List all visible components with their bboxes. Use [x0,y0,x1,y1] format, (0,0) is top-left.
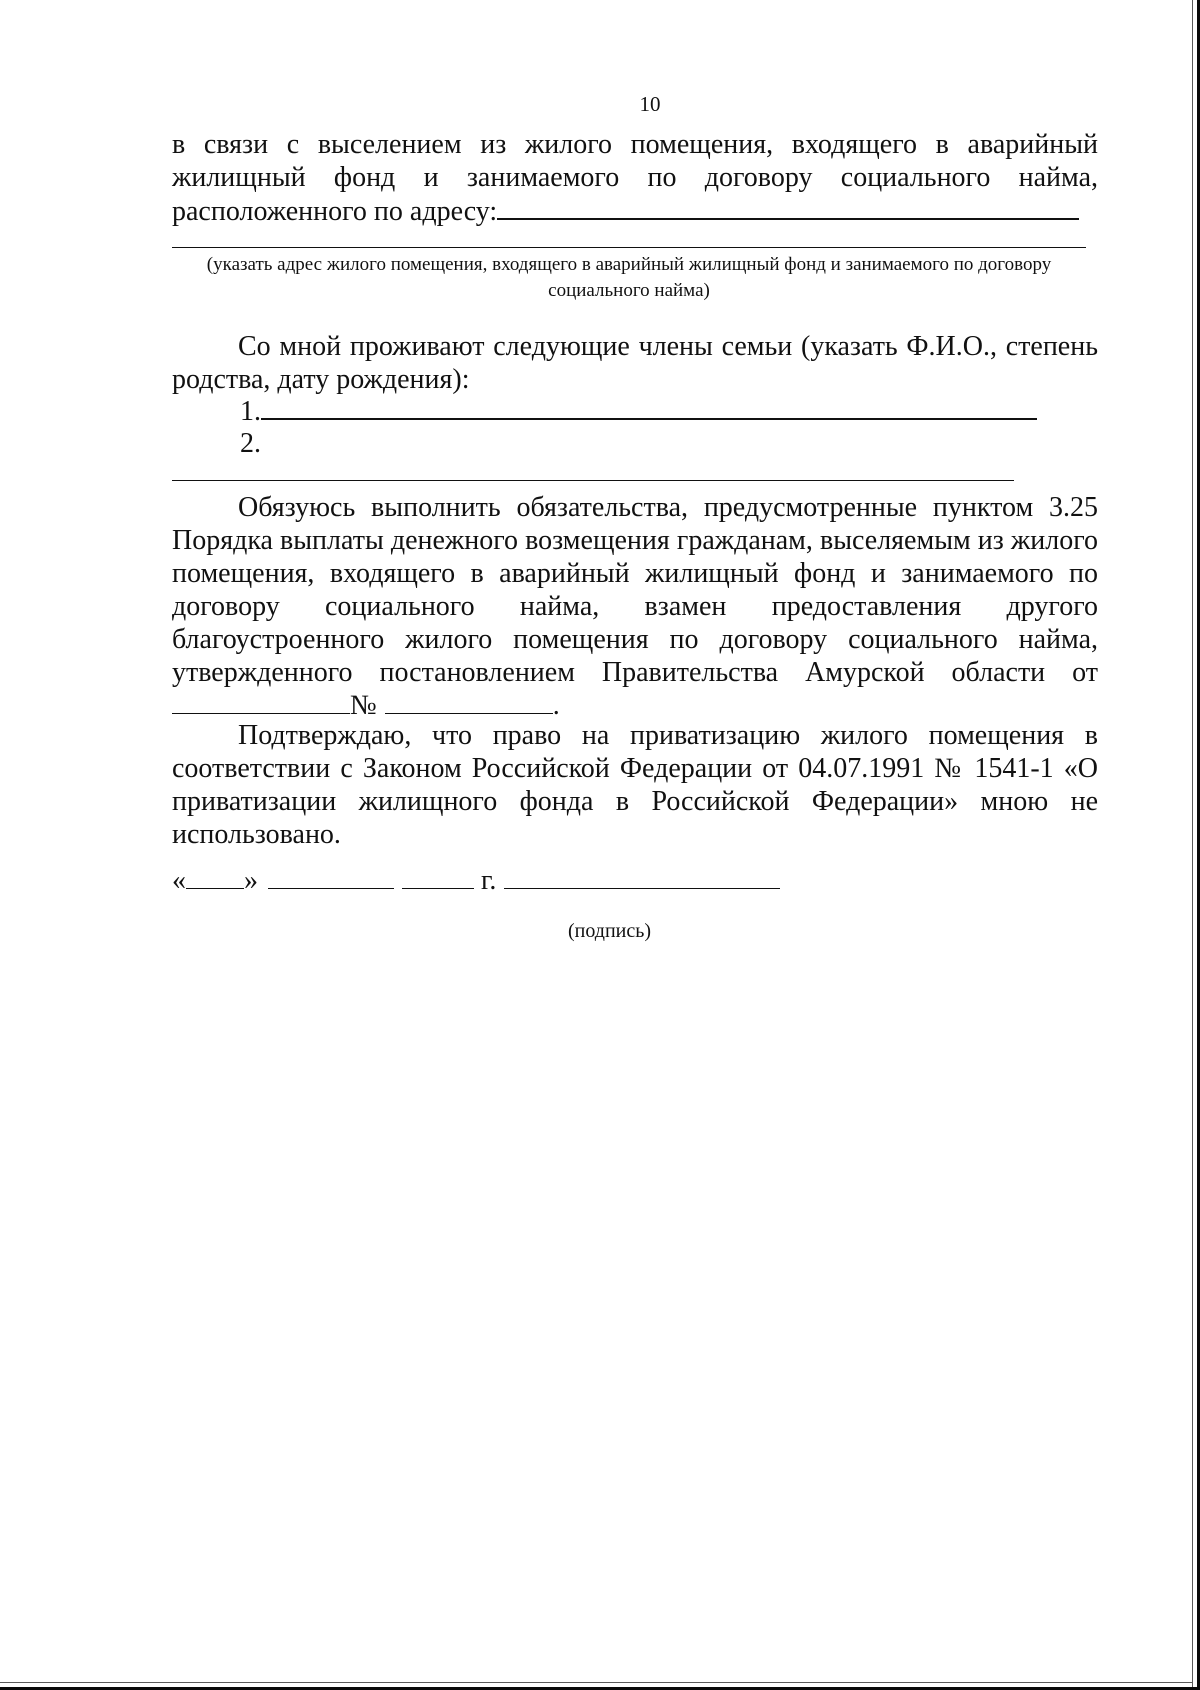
family-member-1-line[interactable] [261,394,1037,420]
signature-line[interactable] [504,864,780,889]
address-input-line[interactable] [497,194,1079,220]
date-year-line[interactable] [402,864,474,889]
family-member-1 [240,394,1037,428]
intro-text: в связи с выселением из жилого помещения, входящего в аварийный жилищный фонд и занимаемого по договору социального найма, расположенного по адресу: [172,129,1098,227]
signature-caption: (подпись) [568,920,652,942]
resolution-number-line[interactable] [385,689,553,714]
resolution-from-label: от [1072,657,1099,688]
family-member-2 [240,427,261,460]
obligation-text: Обязуюсь выполнить обязательства, предусмотренные пунктом 3.25 Порядка выплаты денежного возмещения гражданам, выселяемым из жилого помещения, входящего в аварийный жилищный фонд и занимаемого по договору социального найма, взамен предоставления другого благоустроенного жилого помещения по договору социального найма, утвержденного постановлением Правительства Амурской области [172,492,1098,688]
address-hint: (указать адрес жилого помещения, входящего в аварийный жилищный фонд и занимаемого по договору социального найма) [206,254,1052,301]
address-continuation-line[interactable] [172,247,1086,248]
date-day-line[interactable] [186,864,244,889]
scan-edge-bottom-inner [0,1682,1193,1683]
date-open-quote: « [172,865,186,896]
obligation-paragraph [172,491,1098,722]
resolution-number-label: № [350,690,377,721]
date-close-quote: » [244,865,258,896]
year-suffix: г. [481,865,497,896]
family-member-2-line[interactable] [172,480,1014,481]
date-month-line[interactable] [268,864,394,889]
page-number: 10 [639,92,661,116]
resolution-end-mark: . [552,690,560,721]
family-paragraph: Со мной проживают следующие члены семьи (указать Ф.И.О., степень родства, дату рождения): [172,331,1098,395]
signature-row [172,864,780,897]
family-member-1-number: 1. [240,396,261,427]
scan-edge-right-inner [1192,0,1193,1690]
resolution-date-line[interactable] [172,689,350,714]
family-member-2-number: 2. [240,428,261,459]
confirmation-paragraph: Подтверждаю, что право на приватизацию жилого помещения в соответствии с Законом Российской Федерации от 04.07.1991 № 1541-1 «О приватизации жилищного фонда в Российской Федерации» мною не использовано. [172,720,1098,850]
intro-paragraph [172,128,1098,228]
